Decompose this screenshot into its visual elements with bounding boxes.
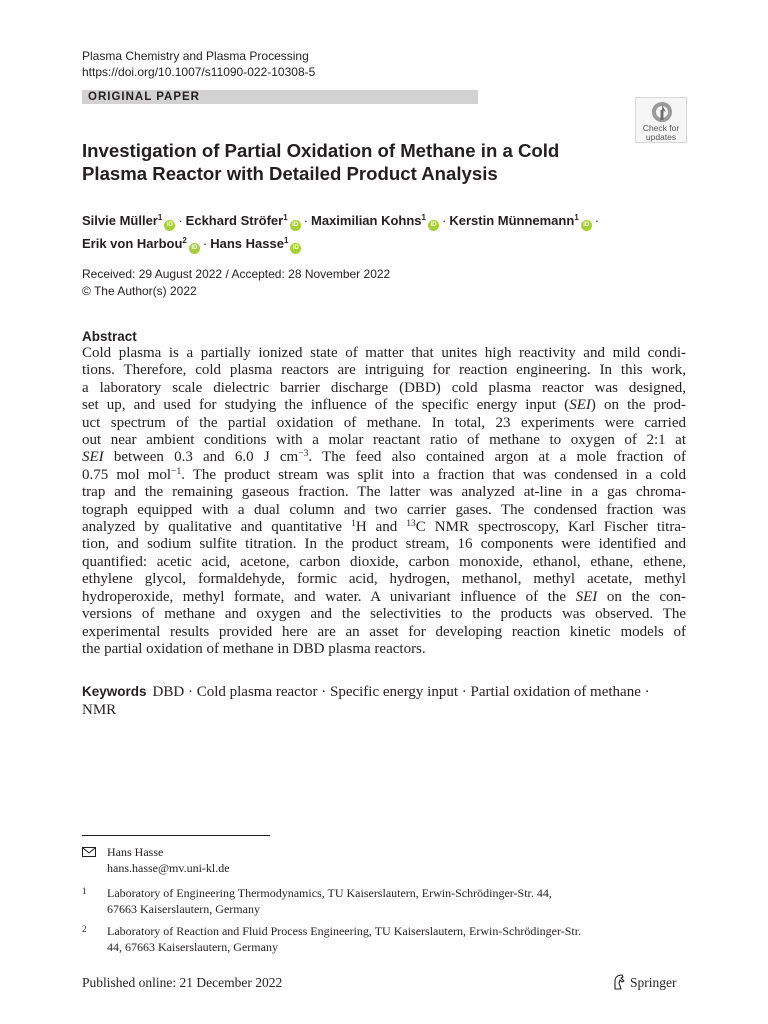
author[interactable] bbox=[186, 213, 301, 228]
author-separator: · bbox=[178, 213, 183, 228]
affil-marker: 2 bbox=[182, 236, 187, 245]
abstract-line: tion, and sodium sulfite titration. In the product stream, 16 components were identified and bbox=[82, 536, 686, 553]
abstract-line bbox=[82, 519, 686, 536]
check-for-updates-badge[interactable] bbox=[635, 97, 687, 143]
author-name: Maximilian Kohns bbox=[311, 213, 422, 228]
abstract-body bbox=[82, 345, 686, 658]
author-name: Erik von Harbou bbox=[82, 236, 183, 251]
orcid-icon[interactable]: iD bbox=[189, 243, 200, 254]
isotope-13: 13 bbox=[406, 519, 416, 530]
text-run: analyzed by qualitative and quantitative bbox=[82, 519, 352, 536]
published-online: Published online: 21 December 2022 bbox=[82, 975, 283, 990]
author[interactable] bbox=[311, 213, 439, 228]
affiliation-line: 67663 Kaiserslautern, Germany bbox=[107, 902, 260, 916]
correspondence-email[interactable]: hans.hasse@mv.uni-kl.de bbox=[107, 861, 230, 875]
check-updates-icon bbox=[651, 101, 673, 123]
abstract-line: out near ambient conditions with a molar reactant ratio of methane to oxygen of 2:1 at bbox=[82, 432, 686, 449]
abstract-line: the partial oxidation of methane in DBD plasma reactors. bbox=[82, 640, 426, 657]
text-run: ) on the prod- bbox=[590, 397, 687, 414]
abstract-line bbox=[82, 449, 686, 466]
author-name: Silvie Müller bbox=[82, 213, 158, 228]
text-run: . The product stream was split into a fraction that was condensed in a cold bbox=[181, 466, 687, 483]
badge-line1: Check for bbox=[642, 123, 680, 133]
author-separator: · bbox=[594, 213, 600, 228]
paper-type-label: ORIGINAL PAPER bbox=[82, 90, 478, 104]
abstract-line: ethylene glycol, formaldehyde, formic acid, hydrogen, methanol, methyl acetate, methyl bbox=[82, 571, 686, 588]
affiliation-1 bbox=[82, 885, 682, 917]
affiliation-line: 44, 67663 Kaiserslautern, Germany bbox=[107, 940, 278, 954]
correspondence-name: Hans Hasse bbox=[107, 845, 164, 859]
affil-marker: 1 bbox=[283, 236, 289, 245]
text-run: on the con- bbox=[597, 588, 687, 605]
author-separator: · bbox=[303, 213, 309, 228]
author-list bbox=[82, 208, 702, 254]
orcid-icon[interactable]: iD bbox=[290, 243, 301, 254]
text-run: hydroperoxide, methyl formate, and water. A univariant influence of the bbox=[82, 588, 576, 605]
keywords-text: DBD · Cold plasma reactor · Specific energy input · Partial oxidation of methane · NMR bbox=[82, 684, 650, 718]
sei-term: SEI bbox=[569, 397, 591, 414]
abstract-line: trap and the remaining gaseous fraction. The latter was analyzed at-line in a gas chroma- bbox=[82, 484, 686, 501]
text-run: set up, and used for studying the influence of the specific energy input ( bbox=[82, 397, 570, 414]
publisher-logo[interactable] bbox=[612, 974, 677, 991]
keywords-label: Keywords bbox=[82, 684, 147, 699]
abstract-line: versions of methane and oxygen and the selectivities to the products was observed. The bbox=[82, 606, 686, 623]
affiliation-2 bbox=[82, 923, 682, 955]
text-run: 0.75 mol mol bbox=[82, 466, 172, 483]
affil-marker: 1 bbox=[574, 213, 579, 222]
affiliation-number: 1 bbox=[82, 886, 87, 896]
text-run: . The feed also contained argon at a mole fraction of bbox=[308, 449, 687, 466]
exponent: −1 bbox=[171, 466, 182, 477]
journal-info bbox=[82, 48, 315, 80]
text-run: between 0.3 and 6.0 J cm bbox=[103, 449, 299, 466]
orcid-icon[interactable]: iD bbox=[290, 220, 301, 231]
footnote-divider bbox=[82, 835, 270, 836]
springer-horse-icon bbox=[612, 974, 626, 990]
keywords-section bbox=[82, 683, 686, 719]
title-line2: Plasma Reactor with Detailed Product Analysis bbox=[82, 163, 498, 184]
copyright: © The Author(s) 2022 bbox=[82, 284, 197, 298]
publisher-name: Springer bbox=[630, 975, 677, 990]
text-run: C NMR spectroscopy, Karl Fischer titra- bbox=[415, 519, 686, 536]
abstract-line: Cold plasma is a partially ionized state of matter that unites high reactivity and mild condi- bbox=[82, 345, 686, 361]
correspondence bbox=[82, 844, 230, 876]
affiliation-line: Laboratory of Engineering Thermodynamics, TU Kaiserslautern, Erwin-Schrödinger-Str. 44, bbox=[107, 886, 552, 900]
author-name: Eckhard Ströfer bbox=[185, 213, 284, 228]
affiliation-line: Laboratory of Reaction and Fluid Process Engineering, TU Kaiserslautern, Erwin-Schrödinger-Str. bbox=[107, 924, 582, 938]
title-line1: Investigation of Partial Oxidation of Methane in a Cold bbox=[82, 140, 560, 161]
journal-name: Plasma Chemistry and Plasma Processing bbox=[82, 49, 309, 63]
affil-marker: 1 bbox=[157, 213, 163, 222]
sei-term: SEI bbox=[82, 449, 104, 466]
paper-title bbox=[82, 139, 602, 185]
orcid-icon[interactable]: iD bbox=[581, 220, 592, 231]
publication-dates bbox=[82, 266, 390, 300]
author[interactable] bbox=[210, 236, 301, 251]
author-separator: · bbox=[202, 236, 208, 251]
abstract-line: uct spectrum of the partial oxidation of methane. In total, 23 experiments were carried bbox=[82, 414, 686, 431]
envelope-icon bbox=[82, 847, 96, 857]
author-name: Hans Hasse bbox=[210, 236, 284, 251]
abstract-line bbox=[82, 589, 686, 606]
author[interactable] bbox=[449, 213, 591, 228]
badge-line2: updates bbox=[645, 132, 677, 142]
abstract-heading: Abstract bbox=[82, 329, 137, 344]
author[interactable] bbox=[82, 236, 200, 251]
affiliation-number: 2 bbox=[82, 924, 87, 934]
sei-term: SEI bbox=[575, 588, 598, 605]
author-name: Kerstin Münnemann bbox=[449, 213, 575, 228]
orcid-icon[interactable]: iD bbox=[164, 220, 175, 231]
orcid-icon[interactable]: iD bbox=[428, 220, 439, 231]
abstract-line: tograph equipped with a dual column and two carrier gases. The condensed fraction was bbox=[82, 501, 686, 518]
author-separator: · bbox=[442, 213, 447, 228]
doi-link[interactable]: https://doi.org/10.1007/s11090-022-10308-5 bbox=[82, 65, 316, 79]
received-accepted: Received: 29 August 2022 / Accepted: 28 November 2022 bbox=[82, 267, 391, 281]
abstract-line: quantified: acetic acid, acetone, carbon dioxide, carbon monoxide, ethanol, ethane, ethene, bbox=[82, 553, 686, 570]
abstract-line bbox=[82, 467, 686, 484]
abstract-line bbox=[82, 397, 686, 414]
text-run: H and bbox=[355, 519, 407, 536]
author[interactable] bbox=[82, 213, 175, 228]
isotope-1: 1 bbox=[351, 519, 356, 530]
abstract-line: a laboratory scale dielectric barrier discharge (DBD) cold plasma reactor was designed, bbox=[82, 379, 686, 396]
exponent: −3 bbox=[298, 449, 309, 460]
abstract-line: experimental results provided here are an asset for developing reaction kinetic models of bbox=[82, 623, 686, 640]
abstract-line: tions. Therefore, cold plasma reactors are intriguing for reaction engineering. In this work, bbox=[82, 362, 686, 379]
affil-marker: 1 bbox=[421, 213, 426, 222]
affil-marker: 1 bbox=[283, 213, 288, 222]
